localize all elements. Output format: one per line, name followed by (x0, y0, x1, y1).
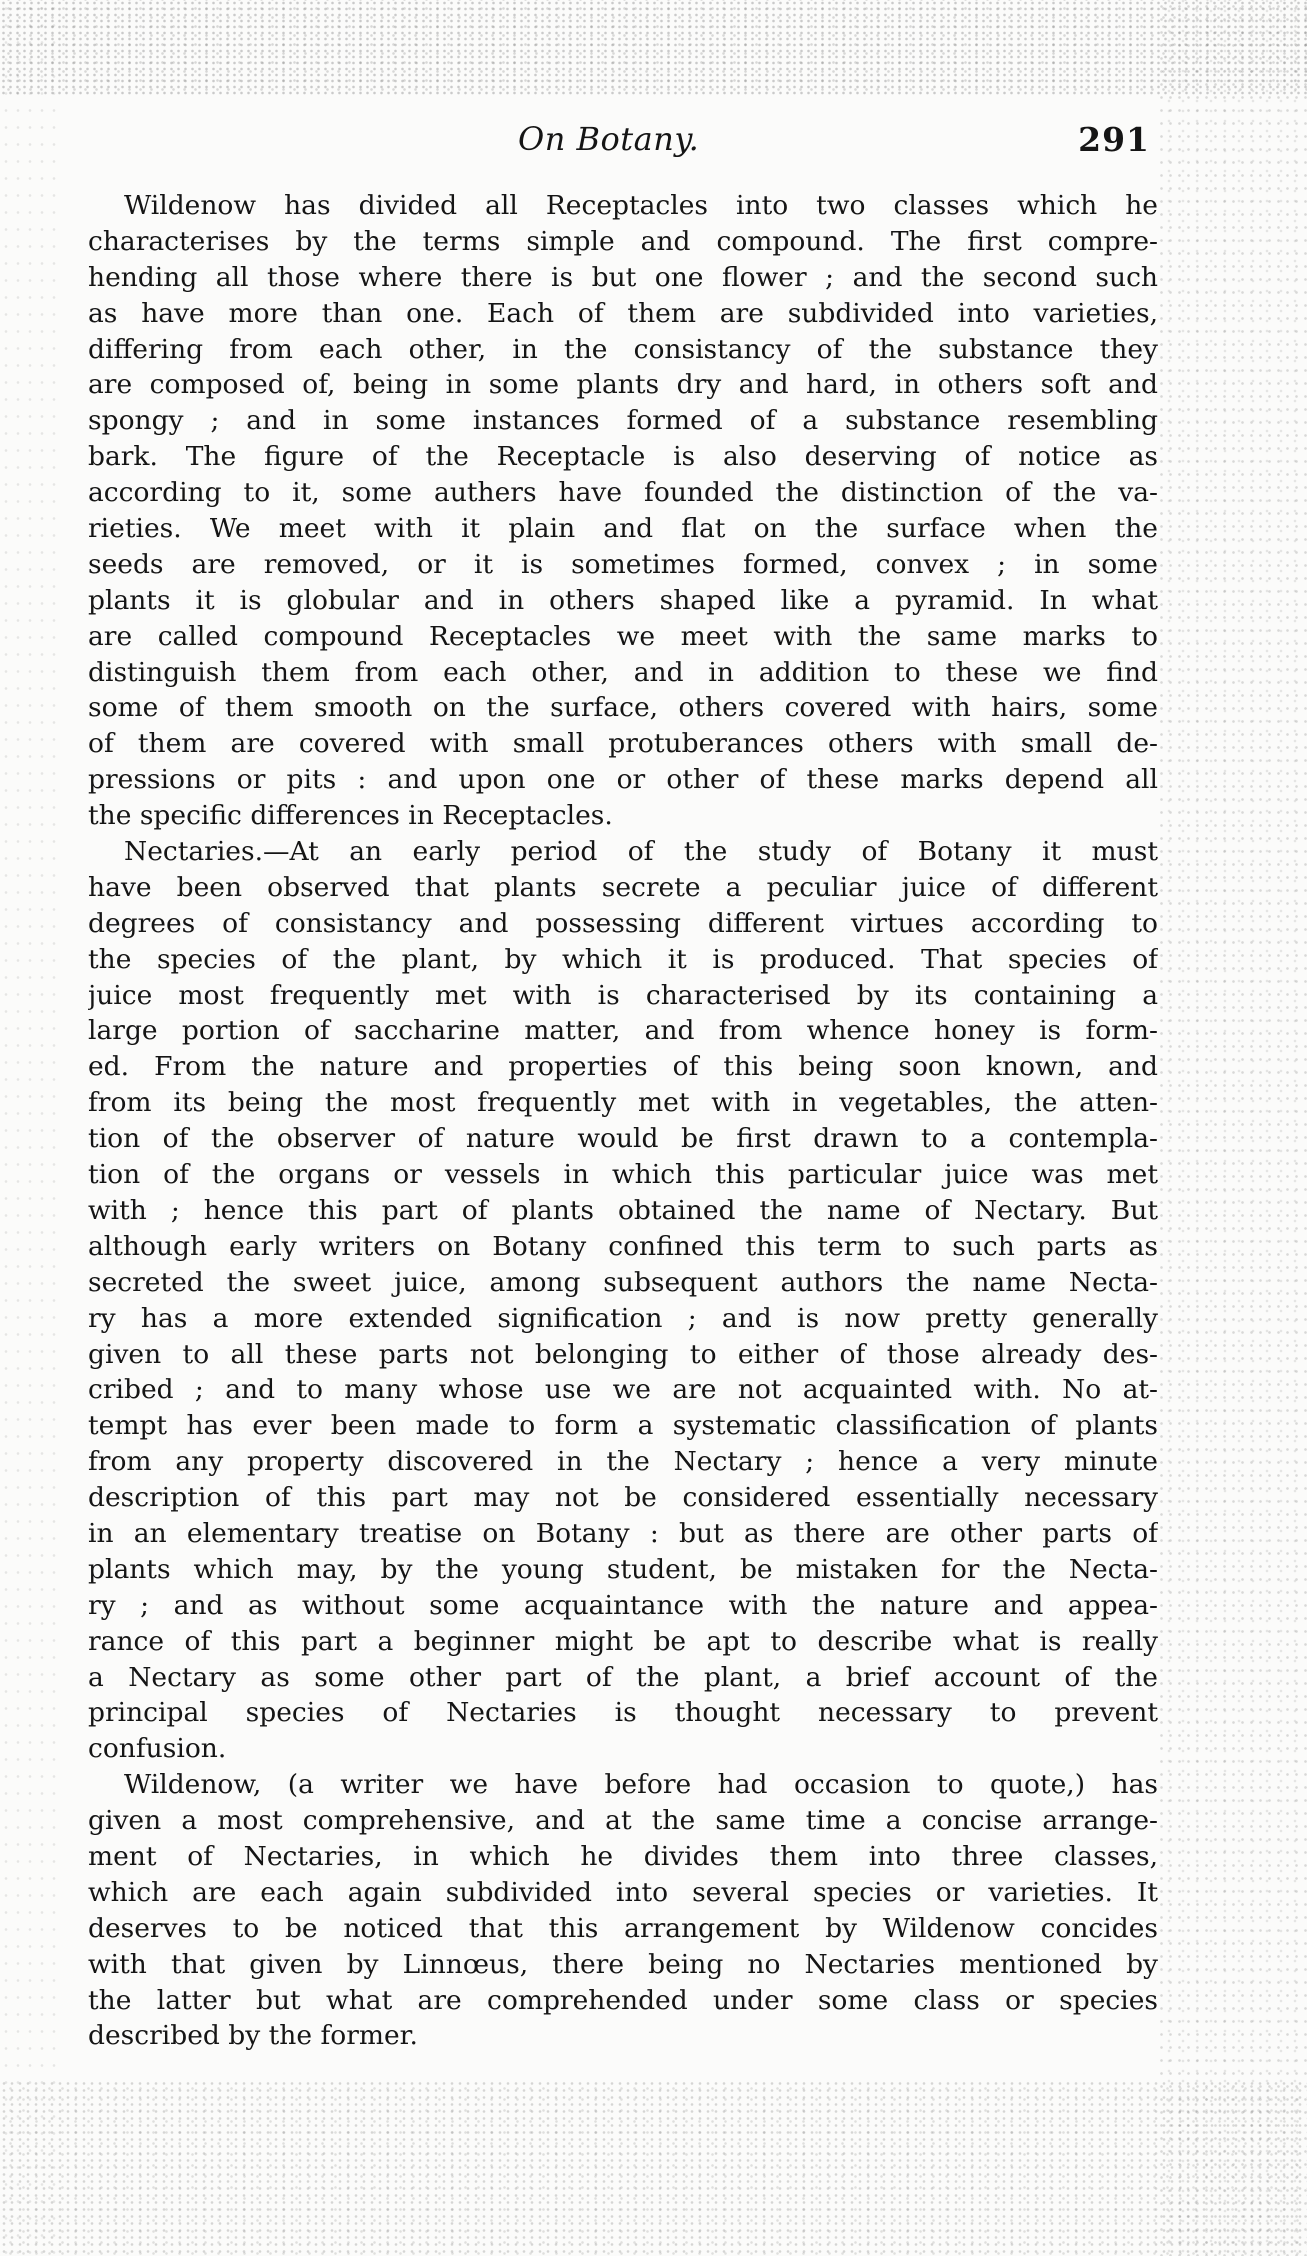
page-header (90, 120, 1150, 168)
text-line: seeds are removed, or it is sometimes formed, convex ; in some (88, 548, 1158, 580)
text-line: large portion of saccharine matter, and from whence honey is form- (88, 1015, 1158, 1047)
text-line: differing from each other, in the consistancy of the substance they (88, 333, 1158, 365)
text-line: rance of this part a beginner might be apt to describe what is really (88, 1625, 1158, 1657)
text-line: confusion. (88, 1733, 227, 1765)
text-line: given a most comprehensive, and at the same time a concise arrange- (88, 1805, 1158, 1837)
text-line: spongy ; and in some instances formed of a substance resembling (88, 405, 1158, 437)
text-line: Nectaries.—At an early period of the study of Botany it must (124, 836, 1158, 868)
text-line: ry ; and as without some acquaintance with the nature and appea- (88, 1589, 1158, 1621)
text-line: of them are covered with small protuberances others with small de- (88, 728, 1158, 760)
text-line: tion of the organs or vessels in which this particular juice was met (88, 1159, 1158, 1191)
text-line: a Nectary as some other part of the plant, a brief account of the (88, 1661, 1158, 1693)
scan-speckle-top (0, 0, 1307, 95)
text-line: ed. From the nature and properties of this being soon known, and (88, 1051, 1158, 1083)
text-line: the species of the plant, by which it is produced. That species of (88, 943, 1158, 975)
page-number: 291 (1078, 120, 1150, 159)
text-line: as have more than one. Each of them are subdivided into varieties, (88, 297, 1158, 329)
text-line: are composed of, being in some plants dry and hard, in others soft and (88, 369, 1158, 401)
text-line: rieties. We meet with it plain and flat on the surface when the (88, 513, 1158, 545)
text-line: described by the former. (88, 2020, 418, 2052)
text-line: cribed ; and to many whose use we are not acquainted with. No at- (88, 1374, 1158, 1406)
scan-speckle-bottom (0, 2080, 1307, 2256)
text-line: in an elementary treatise on Botany : but as there are other parts of (88, 1517, 1158, 1549)
text-line: although early writers on Botany confined this term to such parts as (88, 1230, 1158, 1262)
text-line: pressions or pits : and upon one or other of these marks depend all (88, 764, 1158, 796)
text-line: ry has a more extended signification ; and is now pretty generally (88, 1302, 1158, 1334)
scan-speckle-left (0, 0, 60, 2256)
paragraph-receptacles (88, 188, 1158, 834)
text-line: principal species of Nectaries is thought necessary to prevent (88, 1697, 1158, 1729)
text-line: characterises by the terms simple and compound. The first compre- (88, 225, 1158, 257)
text-line: plants which may, by the young student, be mistaken for the Necta- (88, 1553, 1158, 1585)
text-line: degrees of consistancy and possessing different virtues according to (88, 907, 1158, 939)
running-head: On Botany. (518, 120, 700, 158)
text-line: given to all these parts not belonging to either of those already des- (88, 1338, 1158, 1370)
text-line: which are each again subdivided into several species or varieties. It (88, 1876, 1158, 1908)
text-line: bark. The figure of the Receptacle is also deserving of notice as (88, 441, 1158, 473)
text-line: Wildenow has divided all Receptacles into two classes which he (124, 190, 1158, 221)
text-line: deserves to be noticed that this arrangement by Wildenow concides (88, 1912, 1158, 1944)
text-line: with ; hence this part of plants obtained the name of Nectary. But (88, 1194, 1158, 1226)
text-line: with that given by Linnœus, there being no Nectaries mentioned by (88, 1948, 1158, 1980)
text-line: juice most frequently met with is characterised by its containing a (88, 979, 1158, 1011)
text-line: secreted the sweet juice, among subsequent authors the name Necta- (88, 1266, 1158, 1298)
text-line: the latter but what are comprehended under some class or species (88, 1984, 1158, 2016)
text-line: description of this part may not be considered essentially necessary (88, 1482, 1158, 1514)
text-line: from any property discovered in the Nectary ; hence a very minute (88, 1446, 1158, 1478)
text-line: distinguish them from each other, and in addition to these we find (88, 656, 1158, 688)
text-line: tempt has ever been made to form a systematic classification of plants (88, 1410, 1158, 1442)
text-line: ment of Nectaries, in which he divides them into three classes, (88, 1840, 1158, 1872)
text-line: have been observed that plants secrete a peculiar juice of different (88, 871, 1158, 903)
text-line: from its being the most frequently met with in vegetables, the atten- (88, 1087, 1158, 1119)
text-line: according to it, some authers have founded the distinction of the va- (88, 477, 1158, 509)
text-line: Wildenow, (a writer we have before had occasion to quote,) has (124, 1769, 1158, 1801)
text-line: tion of the observer of nature would be first drawn to a contempla- (88, 1123, 1158, 1155)
paragraph-nectaries (88, 834, 1158, 1767)
body-text (88, 188, 1158, 2054)
text-line: the specific differences in Receptacles. (88, 800, 613, 832)
scan-speckle-right (1157, 0, 1307, 2256)
text-line: some of them smooth on the surface, others covered with hairs, some (88, 692, 1158, 724)
text-line: are called compound Receptacles we meet with the same marks to (88, 620, 1158, 652)
text-line: plants it is globular and in others shaped like a pyramid. In what (88, 584, 1158, 616)
paragraph-wildenow (88, 1767, 1158, 2054)
text-line: hending all those where there is but one flower ; and the second such (88, 261, 1158, 293)
